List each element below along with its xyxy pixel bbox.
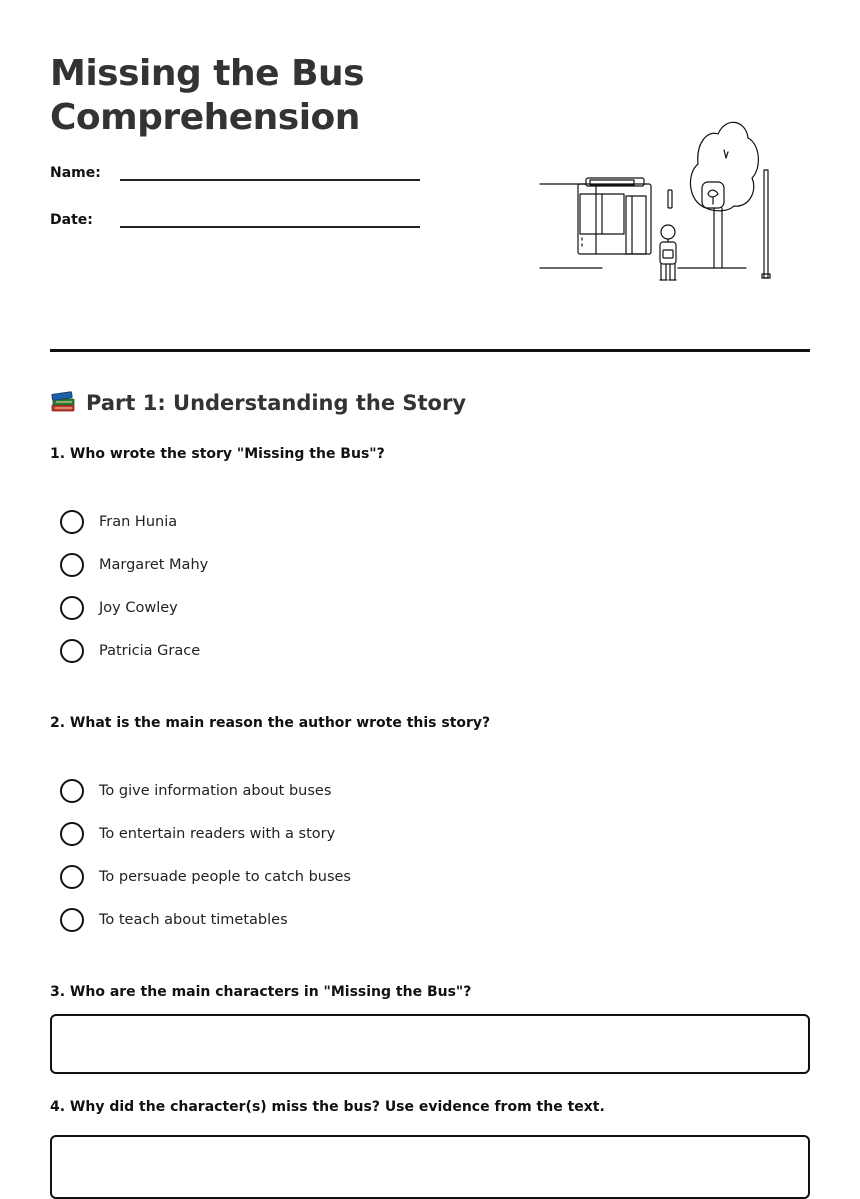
q2-option-teach-timetables[interactable] — [60, 908, 660, 934]
q1-option-patricia-grace[interactable] — [60, 639, 660, 665]
part1-heading — [50, 388, 466, 418]
date-label: Date: — [50, 212, 93, 228]
option-label: Patricia Grace — [99, 643, 201, 659]
q1-option-fran-hunia[interactable] — [60, 510, 660, 536]
radio-button[interactable] — [60, 865, 84, 889]
question-1: 1. Who wrote the story "Missing the Bus"? — [50, 446, 385, 462]
option-label: To give information about buses — [99, 783, 332, 799]
section-divider — [50, 349, 810, 352]
q3-answer-box[interactable] — [50, 1014, 810, 1074]
q1-option-joy-cowley[interactable] — [60, 596, 660, 622]
option-label: To teach about timetables — [99, 912, 288, 928]
option-label: Margaret Mahy — [99, 557, 209, 573]
name-field[interactable] — [50, 165, 420, 189]
radio-button[interactable] — [60, 639, 84, 663]
radio-button[interactable] — [60, 596, 84, 620]
part1-heading-text: Part 1: Understanding the Story — [86, 391, 467, 415]
q1-option-margaret-mahy[interactable] — [60, 553, 660, 579]
q4-answer-box[interactable] — [50, 1135, 810, 1199]
question-2: 2. What is the main reason the author wrote this story? — [50, 715, 491, 731]
radio-button[interactable] — [60, 553, 84, 577]
radio-button[interactable] — [60, 822, 84, 846]
option-label: Joy Cowley — [99, 600, 178, 616]
q2-option-entertain[interactable] — [60, 822, 660, 848]
name-line[interactable] — [120, 179, 420, 181]
radio-button[interactable] — [60, 510, 84, 534]
child-at-bus-stop-illustration — [538, 112, 778, 292]
option-label: To entertain readers with a story — [99, 826, 336, 842]
option-label: Fran Hunia — [99, 514, 178, 530]
radio-button[interactable] — [60, 779, 84, 803]
date-field[interactable] — [50, 212, 420, 236]
books-icon — [50, 389, 76, 413]
option-label: To persuade people to catch buses — [99, 869, 351, 885]
date-line[interactable] — [120, 226, 420, 228]
question-4: 4. Why did the character(s) miss the bus? Use evidence from the text. — [50, 1099, 605, 1115]
question-3: 3. Who are the main characters in "Missing the Bus"? — [50, 984, 472, 1000]
q2-option-give-information[interactable] — [60, 779, 660, 805]
q2-option-persuade[interactable] — [60, 865, 660, 891]
worksheet-title: Missing the Bus Comprehension — [50, 53, 365, 138]
name-label: Name: — [50, 165, 101, 181]
radio-button[interactable] — [60, 908, 84, 932]
